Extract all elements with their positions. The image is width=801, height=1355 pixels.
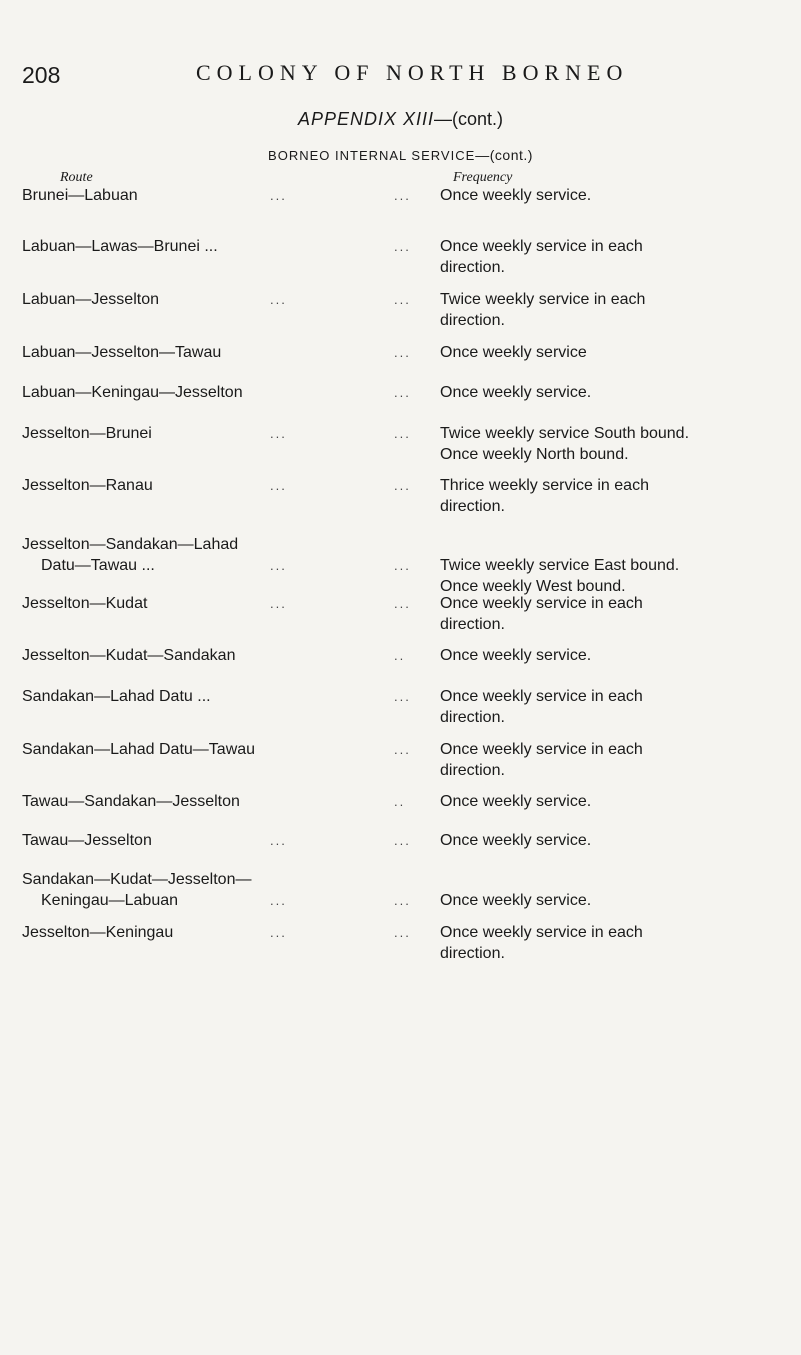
route-line-1: Tawau—Sandakan—Jesselton <box>22 793 240 810</box>
leader-dots: ... <box>394 742 411 757</box>
frequency-cell <box>440 475 800 517</box>
leader-dots: ... <box>394 426 411 441</box>
route-cell <box>22 236 417 257</box>
route-line-1: Brunei—Labuan <box>22 187 138 204</box>
frequency-line-2: direction. <box>440 709 505 726</box>
frequency-cell <box>440 922 800 964</box>
leader-dots: ... <box>270 188 287 203</box>
route-line-1: Sandakan—Lahad Datu ... <box>22 688 211 705</box>
route-line-1: Jesselton—Kudat—Sandakan <box>22 647 236 664</box>
page-number: 208 <box>22 62 61 88</box>
frequency-line-1: Once weekly service in each <box>440 595 643 612</box>
route-line-2: Keningau—Labuan <box>41 892 179 909</box>
frequency-cell <box>440 382 800 403</box>
route-cell <box>22 645 417 666</box>
leader-dots: ... <box>394 689 411 704</box>
leader-dots: .. <box>394 794 406 809</box>
route-cell <box>22 185 417 206</box>
leader-dots: ... <box>270 893 287 908</box>
frequency-cell <box>440 791 800 812</box>
route-cell <box>22 475 417 496</box>
leader-dots: ... <box>394 925 411 940</box>
leader-dots: ... <box>270 478 287 493</box>
frequency-line-1: Twice weekly service South bound. <box>440 425 690 442</box>
route-line-2: Datu—Tawau ... <box>41 557 155 574</box>
section-heading-text: BORNEO INTERNAL SERVICE <box>268 148 476 163</box>
frequency-cell <box>440 739 800 781</box>
route-cell <box>22 342 417 363</box>
frequency-line-2: Once weekly North bound. <box>440 446 629 463</box>
frequency-line-1: Once weekly service. <box>440 892 592 909</box>
route-cell <box>22 739 417 760</box>
appendix-title <box>0 109 801 130</box>
route-cell <box>22 382 417 403</box>
section-cont: —(cont.) <box>475 147 533 163</box>
frequency-line-2: direction. <box>440 498 505 515</box>
appendix-cont: —(cont.) <box>434 109 504 129</box>
route-cell <box>22 534 417 576</box>
section-heading <box>0 147 801 163</box>
frequency-line-2: direction. <box>440 762 505 779</box>
route-cell <box>22 686 417 707</box>
leader-dots: ... <box>394 893 411 908</box>
route-cell <box>22 869 417 911</box>
leader-dots: ... <box>270 558 287 573</box>
route-line-1: Labuan—Jesselton—Tawau <box>22 344 222 361</box>
frequency-line-2: Once weekly West bound. <box>440 578 626 595</box>
frequency-line-1: Once weekly service. <box>440 793 592 810</box>
frequency-line-1: Twice weekly service East bound. <box>440 557 680 574</box>
frequency-cell <box>440 342 800 363</box>
leader-dots: ... <box>270 833 287 848</box>
leader-dots: ... <box>394 239 411 254</box>
frequency-line-1: Once weekly service. <box>440 187 592 204</box>
route-line-1: Labuan—Jesselton <box>22 291 159 308</box>
frequency-line-1: Twice weekly service in each <box>440 291 646 308</box>
leader-dots: ... <box>270 426 287 441</box>
route-column-header: Route <box>60 170 93 185</box>
frequency-line-1: Once weekly service. <box>440 647 592 664</box>
leader-dots: .. <box>394 648 406 663</box>
frequency-line-1: Once weekly service <box>440 344 587 361</box>
frequency-cell <box>440 236 800 278</box>
frequency-cell <box>440 830 800 851</box>
leader-dots: ... <box>394 188 411 203</box>
frequency-line-1: Once weekly service in each <box>440 238 643 255</box>
frequency-line-1: Once weekly service. <box>440 832 592 849</box>
route-line-1: Jesselton—Sandakan—Lahad <box>22 536 239 553</box>
frequency-cell <box>440 289 800 331</box>
frequency-column-header: Frequency <box>453 170 513 185</box>
frequency-line-1: Once weekly service in each <box>440 688 643 705</box>
frequency-line-2: direction. <box>440 312 505 329</box>
frequency-cell <box>440 645 800 666</box>
route-line-1: Labuan—Keningau—Jesselton <box>22 384 243 401</box>
appendix-title-text: APPENDIX XIII <box>297 109 435 129</box>
frequency-line-1: Once weekly service in each <box>440 741 643 758</box>
frequency-cell <box>440 185 800 206</box>
running-head: COLONY OF NORTH BORNEO <box>196 60 629 85</box>
route-cell <box>22 289 417 310</box>
route-cell <box>22 830 417 851</box>
route-line-1: Sandakan—Kudat—Jesselton— <box>22 871 252 888</box>
route-line-1: Labuan—Lawas—Brunei ... <box>22 238 218 255</box>
route-line-1: Tawau—Jesselton <box>22 832 152 849</box>
frequency-cell <box>440 555 800 597</box>
frequency-cell <box>440 686 800 728</box>
leader-dots: ... <box>270 292 287 307</box>
route-cell <box>22 593 417 614</box>
leader-dots: ... <box>270 596 287 611</box>
route-line-1: Jesselton—Keningau <box>22 924 174 941</box>
frequency-cell <box>440 890 800 911</box>
route-line-1: Sandakan—Lahad Datu—Tawau <box>22 741 256 758</box>
route-cell <box>22 791 417 812</box>
route-cell <box>22 423 417 444</box>
route-cell <box>22 922 417 943</box>
leader-dots: ... <box>270 925 287 940</box>
frequency-line-1: Thrice weekly service in each <box>440 477 649 494</box>
leader-dots: ... <box>394 558 411 573</box>
leader-dots: ... <box>394 385 411 400</box>
route-line-1: Jesselton—Ranau <box>22 477 153 494</box>
leader-dots: ... <box>394 292 411 307</box>
frequency-cell <box>440 593 800 635</box>
leader-dots: ... <box>394 596 411 611</box>
frequency-line-1: Once weekly service. <box>440 384 592 401</box>
route-line-1: Jesselton—Brunei <box>22 425 152 442</box>
frequency-cell <box>440 423 800 465</box>
frequency-line-2: direction. <box>440 616 505 633</box>
frequency-line-1: Once weekly service in each <box>440 924 643 941</box>
leader-dots: ... <box>394 345 411 360</box>
frequency-line-2: direction. <box>440 259 505 276</box>
frequency-line-2: direction. <box>440 945 505 962</box>
leader-dots: ... <box>394 833 411 848</box>
leader-dots: ... <box>394 478 411 493</box>
route-line-1: Jesselton—Kudat <box>22 595 148 612</box>
